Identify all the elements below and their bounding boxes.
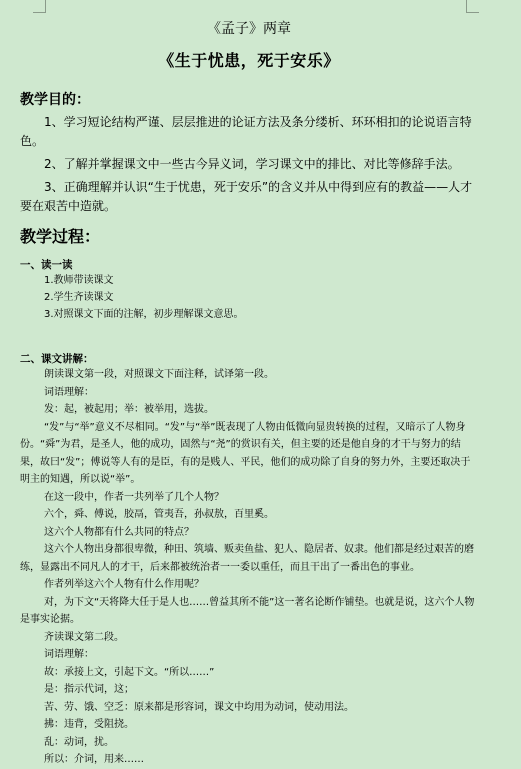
objective-item: 3、正确理解并认识“生于忧患，死于安乐”的含义并从中得到应有的教益——人才要在艰苦中造就。 [20,180,473,213]
document-title: 《孟子》两章 [207,21,291,37]
list-item: 2.学生齐读课文 [44,292,114,303]
document-subtitle: 《生于忧患，死于安乐》 [158,51,340,70]
question-line: 这六个人物都有什么共同的特点？ [44,526,194,538]
body-line: 朗读课文第一段，对照课文下面注释，试译第一段。 [44,369,274,380]
answer-paragraph: 这六个人物出身都很卑微，种田、筑墙、贩卖鱼盐、犯人、隐居者、奴隶。他们都是经过艰苦的磨练，显露出不同凡人的才干，后来都被统治者一一委以重任，而且干出了一番出色的事业。 [20,544,474,573]
objectives-heading: 教学目的： [20,92,90,108]
objective-item: 1、学习短论结构严谨、层层推进的论证方法及条分缕析、环环相扣的论说语言特色。 [20,115,472,148]
list-item: 3.对照课文下面的注解，初步理解课文意思。 [44,309,244,320]
answer-line: 六个，舜、傅说，胶鬲，管夷吾，孙叔敖，百里奚。 [44,509,274,520]
objective-item: 2、了解并掌握课文中一些古今异义词，学习课文中的排比、对比等修辞手法。 [44,157,460,171]
list-item: 1.教师带读课文 [44,275,114,286]
vocab-line: 乱：动词，扰。 [44,736,114,748]
process-heading: 教学过程： [20,227,101,246]
vocab-line: 故：承接上文，引起下文。“所以……” [44,666,215,678]
body-line: 词语理解： [44,386,94,398]
body-line: 齐读课文第二段。 [44,631,124,643]
body-line: 发：起，被起用；举：被举用，选拔。 [44,404,214,415]
body-paragraph: “发”与“举”意义不尽相同。“发”与“举”既表现了人物由低微向显贵转换的过程，又暗示了人物身份。“舜”为君，是圣人，他的成功，固然与“尧”的赏识有关，但主要的还是他自身的才干与努力的结果，故曰“发”；傅说等人有的是臣，有的是贱人、平民，他们的成功除了自身的努力外，主要还取决于明主的知遇，所以说“举”。 [20,421,471,485]
answer-paragraph: 对，为下文“天将降大任于是人也……曾益其所不能”这一著名论断作铺垫。也就是说，这六个人物是事实论据。 [20,596,475,625]
vocab-line: 是：指示代词，这； [44,684,134,695]
vocab-line: 拂：违背，受阻挠。 [44,719,134,730]
body-line: 词语理解： [44,649,94,660]
section-heading-read: 一、读一读 [20,259,73,271]
document-page [20,10,478,769]
question-line: 在这一段中，作者一共列举了几个人物？ [44,491,224,503]
vocab-line: 苦、劳、饿、空乏：原来都是形容词，课文中均用为动词，使动用法。 [44,701,354,713]
question-line: 作者列举这六个人物有什么作用呢？ [44,579,204,590]
section-heading-explain: 二、课文讲解： [20,353,94,365]
vocab-line: 所以：介词，用来…… [44,754,144,765]
